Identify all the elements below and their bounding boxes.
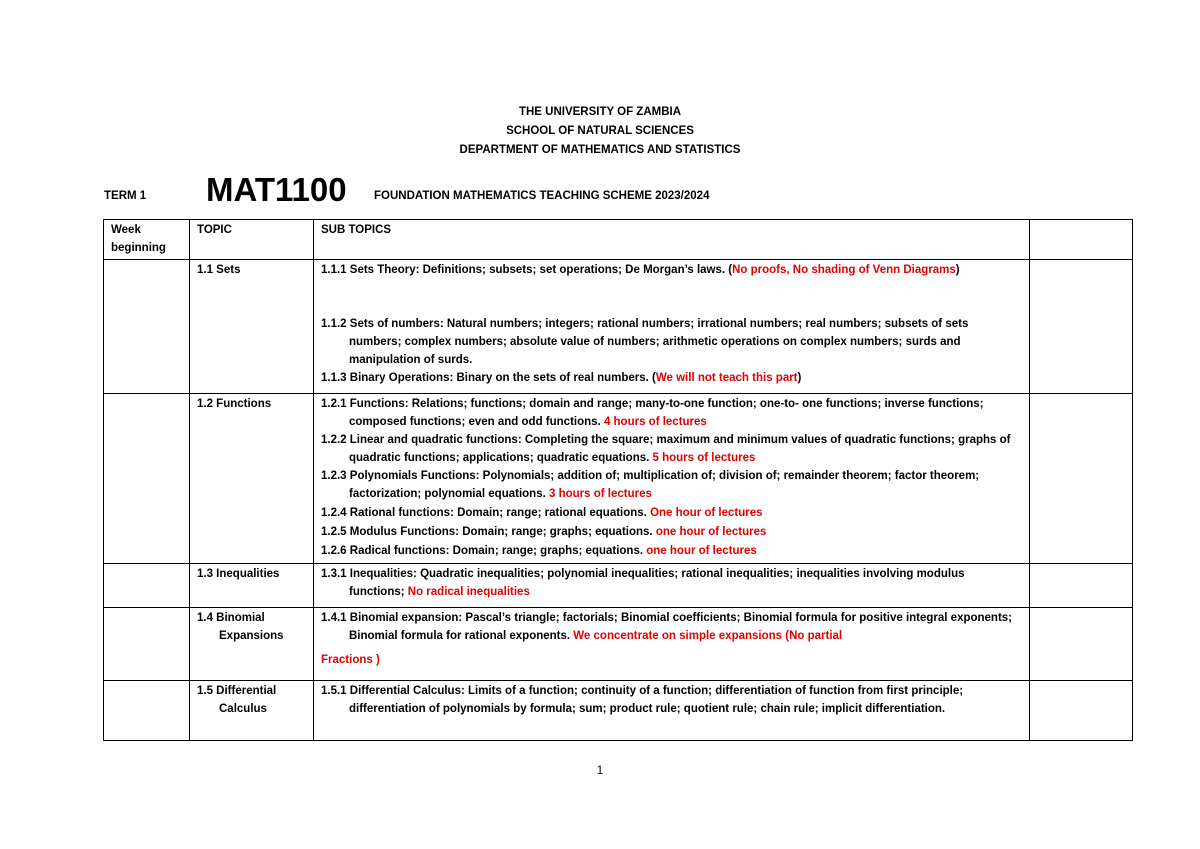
extra-header [1030,220,1133,260]
extra-cell [1030,564,1133,608]
subtopics-cell [314,608,1030,681]
subtopics-cell [314,260,1030,394]
teaching-scheme-table [103,219,1133,741]
topic-cell: 1.1 Sets [190,260,314,394]
subtopics-cell [314,394,1030,564]
topic-line: 1.4 Binomial [197,612,265,624]
week-cell [104,564,190,608]
subtopic-item: 1.5.1 Differential Calculus: Limits of a function; continuity of a function; differentiation of function from first principle; differentiation of polynomials by formula; sum; product rule; quotient rule; chain rule; implicit differentiation. [321,685,964,715]
subtopic-item: 1.2.5 Modulus Functions: Domain; range; graphs; equations. one hour of lectures [321,526,767,538]
university-name: THE UNIVERSITY OF ZAMBIA [518,106,682,118]
table-row [104,681,1133,741]
scheme-title: FOUNDATION MATHEMATICS TEACHING SCHEME 2023/2024 [374,190,710,202]
table-row [104,564,1133,608]
lecture-note: 5 hours of lectures [652,452,756,464]
topic-cell [190,681,314,741]
topic-cell [190,608,314,681]
lecture-note: one hour of lectures [655,526,767,538]
week-cell [104,608,190,681]
lecture-note: We will not teach this part [655,372,798,384]
lecture-note: No radical inequalities [407,586,530,598]
subtopics-header: SUB TOPICS [314,220,1030,260]
term-label: TERM 1 [104,190,147,202]
lecture-note: one hour of lectures [646,545,757,557]
table-row [104,260,1133,394]
week-header: Week beginning [104,220,190,260]
lecture-note-continued: Fractions ) [321,654,380,666]
topic-cell: 1.3 Inequalities [190,564,314,608]
week-cell [104,260,190,394]
subtopic-item: 1.2.6 Radical functions: Domain; range; graphs; equations. one hour of lectures [321,545,757,557]
subtopics-cell [314,564,1030,608]
department-name: DEPARTMENT OF MATHEMATICS AND STATISTICS [459,144,741,156]
topic-line: Calculus [219,703,267,715]
table-row [104,394,1133,564]
subtopics-cell [314,681,1030,741]
subtopic-item: 1.2.4 Rational functions: Domain; range; rational equations. One hour of lectures [321,507,763,519]
topic-header: TOPIC [190,220,314,260]
course-code: MAT1100 [206,171,347,208]
topic-line: Expansions [219,630,284,642]
subtopic-item: 1.4.1 Binomial expansion: Pascal’s triangle; factorials; Binomial coefficients; Binomial formula for positive integral exponents; Binomial formula for rational exponents. We concentrate on simple expansions (No partial [321,612,1013,642]
topic-cell: 1.2 Functions [190,394,314,564]
week-cell [104,394,190,564]
lecture-note: One hour of lectures [650,507,763,519]
lecture-note: 4 hours of lectures [603,416,707,428]
table-header-row [104,220,1133,260]
extra-cell [1030,608,1133,681]
subtopic-item: 1.2.2 Linear and quadratic functions: Completing the square; maximum and minimum values of quadratic functions; graphs of quadratic functions; applications; quadratic equations. 5 hours of lectures [321,434,1011,464]
subtopic-item: 1.1.2 Sets of numbers: Natural numbers; integers; rational numbers; irrational numbers; real numbers; subsets of sets numbers; complex numbers; absolute value of numbers; arithmetic operations on complex numbers; surds and manipulation of surds. [321,318,969,366]
extra-cell [1030,681,1133,741]
subtopic-item: 1.2.3 Polynomials Functions: Polynomials; addition of; multiplication of; division of; remainder theorem; factor theorem; factorization; polynomial equations. 3 hours of lectures [321,470,980,500]
subtopic-item: 1.1.1 Sets Theory: Definitions; subsets; set operations; De Morgan’s laws. (No proofs, No shading of Venn Diagrams) [321,264,960,276]
school-name: SCHOOL OF NATURAL SCIENCES [506,125,694,137]
lecture-note: 3 hours of lectures [549,488,652,500]
table-row [104,608,1133,681]
extra-cell [1030,260,1133,394]
page-number: 1 [596,765,604,777]
subtopic-item: 1.2.1 Functions: Relations; functions; domain and range; many-to-one function; one-to- one functions; inverse functions; composed functions; even and odd functions. 4 hours of lectures [321,398,984,428]
week-cell [104,681,190,741]
extra-cell [1030,394,1133,564]
lecture-note: No proofs, No shading of Venn Diagrams [732,264,956,276]
topic-line: 1.5 Differential [197,685,277,697]
subtopic-item: 1.1.3 Binary Operations: Binary on the sets of real numbers. (We will not teach this part) [321,372,802,384]
subtopic-item: 1.3.1 Inequalities: Quadratic inequalities; polynomial inequalities; rational inequalities; inequalities involving modulus functions; No radical inequalities [321,568,965,598]
title-line [104,172,1134,208]
lecture-note: We concentrate on simple expansions (No partial [573,630,843,642]
